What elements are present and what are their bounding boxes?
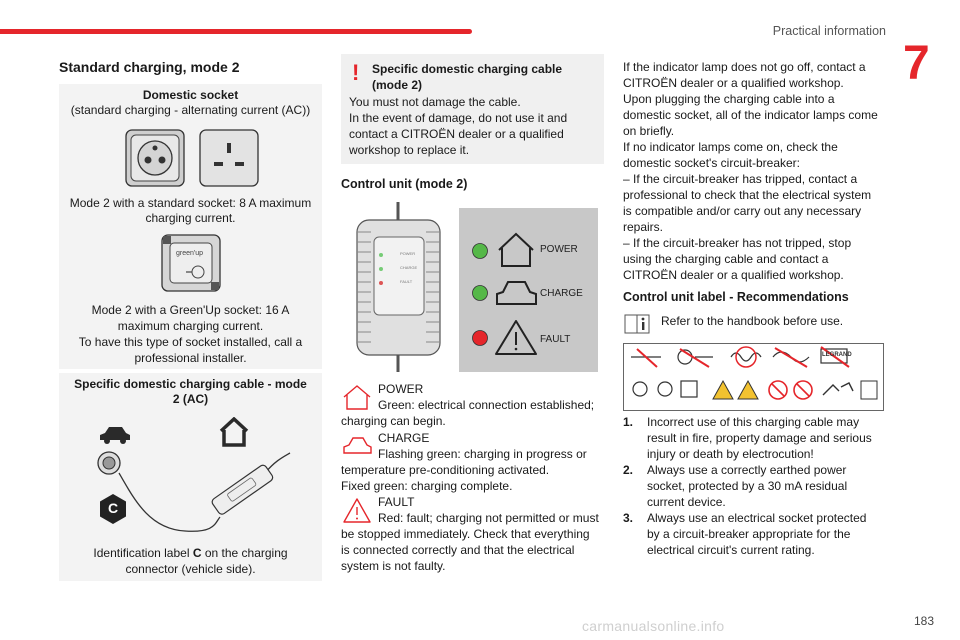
recommendation-1: 1. Incorrect use of this charging cable may result in fire, property damage and serious injury or death by electrocution! [623,415,872,461]
charge-text-1: Flashing green: charging in progress or [378,447,587,461]
house-icon [219,417,249,447]
domestic-socket-subheading: (standard charging - alternating current (AC)) [70,103,311,117]
fault-text-4: system is not faulty. [341,559,446,573]
uk-socket-icon [199,129,259,187]
label-badge: LEGRAND [822,352,852,358]
standard-socket-caption-2: charging current. [145,211,236,225]
charge-car-icon [341,431,373,461]
recommendation-3: 3. Always use an electrical socket protected by a circuit-breaker appropriate for the electrical circuit's current rating. [623,511,867,557]
warning-title: Specific domestic charging cable (mode 2) [372,62,563,92]
section-title: Practical information [772,24,886,38]
fault-text-2: be stopped immediately. Check that everything [341,527,590,541]
charge-text-3: Fixed green: charging complete. [341,479,513,493]
power-text-2: charging can begin. [341,414,446,428]
greenup-socket-icon [161,234,221,292]
panel-label-charge: CHARGE [540,288,583,299]
power-text-1: Green: electrical connection established; [378,398,595,412]
charging-cable-panel [59,373,322,581]
fault-text-3: is connected correctly and that the electrical [341,543,575,557]
warning-body: You must not damage the cable. In the event of damage, do not use it and contact a CITROËN dealer or a qualified workshop to replace it. [349,95,568,157]
panel-label-power: POWER [540,244,578,255]
cable-heading-2: 2 (AC) [172,392,209,406]
control-unit-title: Control unit (mode 2) [341,177,468,191]
standard-charging-title: Standard charging, mode 2 [59,59,240,75]
standard-socket-caption-1: Mode 2 with a standard socket: 8 A maximum [69,196,312,210]
indicator-panel [459,208,598,372]
cable-caption-2: connector (vehicle side). [125,562,256,576]
fault-label: FAULT [378,495,415,509]
fault-text-1: Red: fault; charging not permitted or must [378,511,599,525]
device-label-charge: CHARGE [400,265,418,270]
label-recommendations-title: Control unit label - Recommendations [623,290,849,304]
panel-label-fault: FAULT [540,334,571,345]
control-unit-device-illustration [351,202,446,372]
device-label-power: POWER [400,251,416,256]
charge-text-2: temperature pre-conditioning activated. [341,463,550,477]
domestic-socket-panel [59,84,322,369]
handbook-icon [623,312,653,336]
page-number: 183 [913,614,934,628]
french-socket-icon [125,129,185,187]
domestic-socket-heading: Domestic socket [142,88,239,102]
warning-icon: ! [352,60,360,85]
greenup-caption-1: Mode 2 with a Green'Up socket: 16 A [91,303,290,317]
indicator-lamp-text: If the indicator lamp does not go off, contact a CITROËN dealer or a qualified workshop. Upon plugging the charging cable into a domestic socket, all of the indicator lamps come on briefly. If no indicator lamps come on, check the domestic socket's circuit-breaker: – If the circuit-breaker has tripped, contact a professional to check that the electrical system is compatible and/or carry out any necessary repairs. – If the circuit-breaker has not tripped, stop using the charging cable and contact a CITROËN dealer or a qualified workshop. [623,60,878,282]
greenup-caption-3: To have this type of socket installed, call a [78,335,303,349]
chapter-number: 7 [903,37,930,90]
connector-letter: C [107,500,119,516]
cable-heading-1: Specific domestic charging cable - mode [74,377,307,391]
fault-warning-icon [341,495,373,525]
handbook-note: Refer to the handbook before use. [661,314,844,328]
recommendation-2: 2. Always use a correctly earthed power socket, protected by a 30 mA residual current device. [623,463,848,509]
power-label: POWER [378,382,424,396]
charge-label: CHARGE [378,431,430,445]
device-label-fault: FAULT [400,279,413,284]
cable-warning-box [341,54,604,164]
header-accent-bar [0,29,472,34]
cable-caption-1: Identification label C on the charging [93,546,288,560]
greenup-caption-2: maximum charging current. [117,319,264,333]
car-icon [97,423,133,447]
watermark: carmanualsonline.info [582,618,725,634]
greenup-label: green'up [176,250,204,257]
power-house-icon [341,382,373,412]
greenup-caption-4: professional installer. [134,351,247,365]
